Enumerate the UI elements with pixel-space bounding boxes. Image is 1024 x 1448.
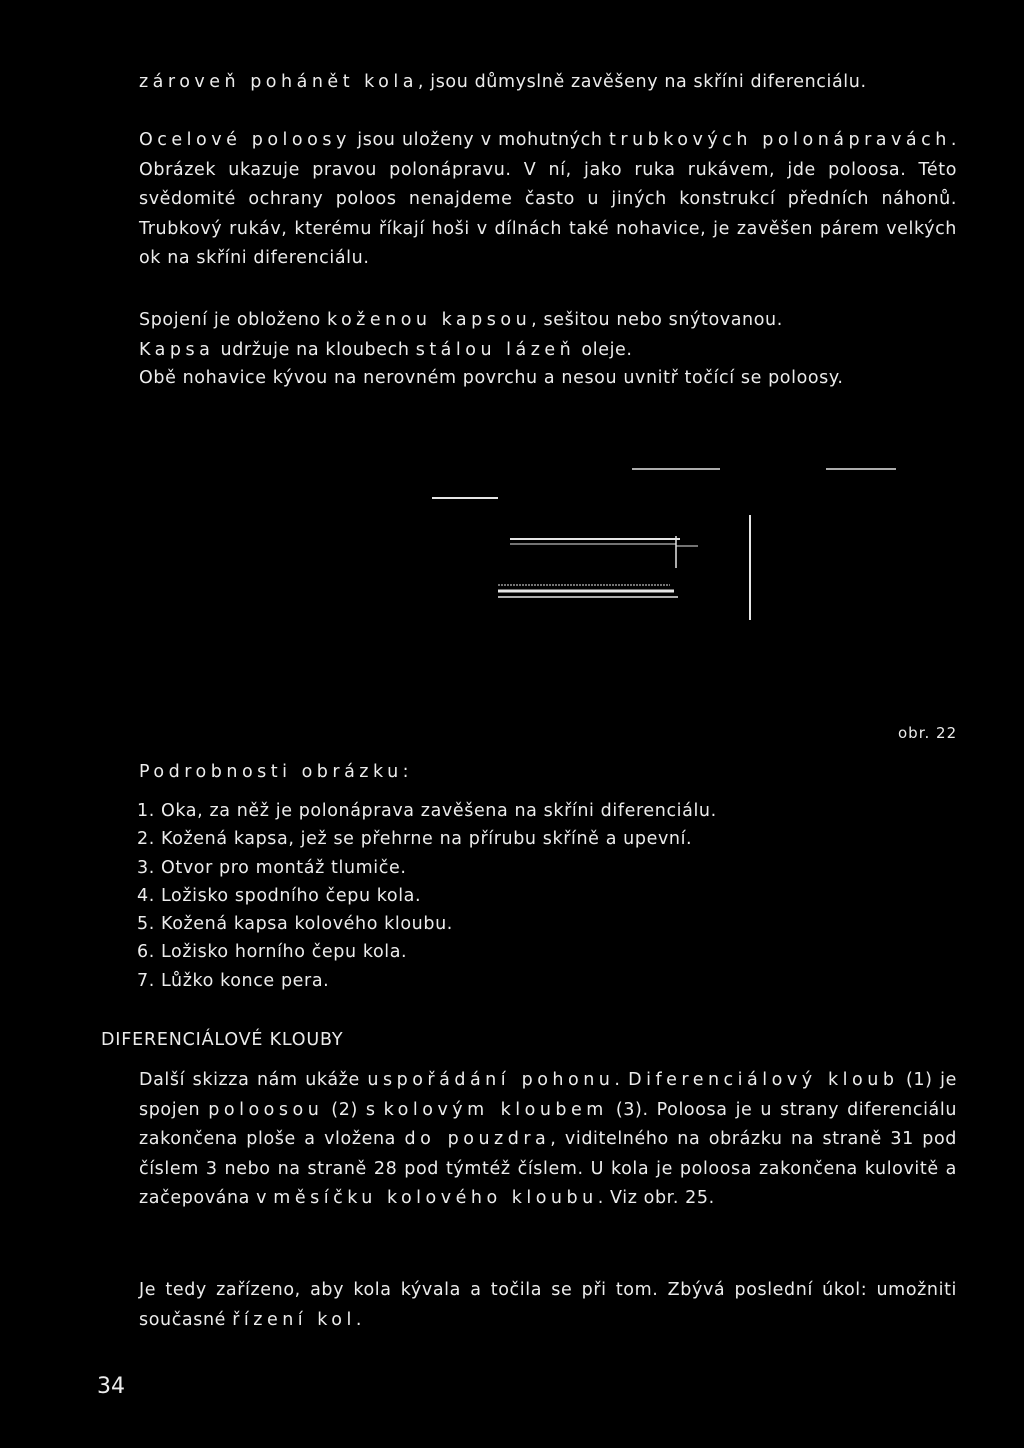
paragraph-axles xyxy=(139,126,957,274)
spaced-emphasis: měsíčku kolového kloubu xyxy=(273,1188,598,1208)
paragraph-text: oleje. xyxy=(575,340,633,360)
figure-caption: obr. 22 xyxy=(898,724,958,742)
figure-axle-drawing xyxy=(0,460,1024,700)
list-item: 7. Lůžko konce pera. xyxy=(137,970,330,991)
spaced-emphasis: trubkových polonápravách xyxy=(609,130,951,150)
list-item: 3. Otvor pro montáž tlumiče. xyxy=(137,857,407,878)
spaced-emphasis: Ocelové poloosy xyxy=(139,130,351,150)
details-list xyxy=(137,797,717,995)
list-item: 1. Oka, za něž je polonáprava zavěšena na skříni diferenciálu. xyxy=(137,801,717,821)
intro-paragraph xyxy=(139,68,957,98)
spaced-emphasis: do pouzdra xyxy=(404,1129,551,1149)
details-heading: Podrobnosti obrázku: xyxy=(139,762,414,782)
list-item: 4. Ložisko spodního čepu kola. xyxy=(137,885,422,906)
spaced-emphasis: zároveň pohánět kola xyxy=(139,72,418,92)
spaced-emphasis: Diferenciálový kloub xyxy=(628,1070,899,1090)
paragraph-joint xyxy=(139,306,957,336)
paragraph-trousers: Obě nohavice kývou na nerovném povrchu a nesou uvnitř točící se poloosy. xyxy=(139,368,844,388)
paragraph-text: . Obrázek ukazuje pravou polonápravu. V ní, jako ruka rukávem, jde poloosa. Této svědomité ochrany poloos nenajdeme často u jiných konstrukcí předních náhonů. Trubkový rukáv, kterému říkají hoši v dílnách také nohavice, je zavěšen párem velkých ok na skříni diferenciálu. xyxy=(139,130,957,268)
list-item: 6. Ložisko horního čepu kola. xyxy=(137,942,408,963)
spaced-emphasis: řízení kol xyxy=(232,1309,356,1330)
list-item: 5. Kožená kapsa kolového kloubu. xyxy=(137,914,453,935)
page-number: 34 xyxy=(97,1374,125,1399)
paragraph-text: Spojení je obloženo xyxy=(139,310,327,330)
paragraph-text: , sešitou nebo snýtovanou. xyxy=(531,310,783,330)
spaced-emphasis: uspořádání pohonu xyxy=(367,1070,615,1090)
spaced-emphasis: poloosou xyxy=(208,1099,324,1120)
paragraph-joints: Další skizza nám ukáže uspořádání pohonu. Diferenciálový kloub (1) je spojen poloosou (2) s kolovým kloubem (3). Poloosa je u strany diferenciálu zakončena ploše a vložena do pouzdra, viditelného na obrázku na straně 31 pod číslem 3 nebo na straně 28 pod týmtéž číslem. U kola je poloosa zakončena kulovitě a začepována v měsíčku kolového kloubu. Viz obr. 25. xyxy=(139,1070,958,1208)
section-heading: DIFERENCIÁLOVÉ KLOUBY xyxy=(101,1030,344,1050)
paragraph-text: jsou uloženy v mohutných xyxy=(350,130,610,150)
paragraph-pocket xyxy=(139,336,957,366)
list-item: 2. Kožená kapsa, jež se přehrne na přírubu skříně a upevní. xyxy=(137,829,693,850)
spaced-emphasis: Kapsa xyxy=(139,340,215,360)
intro-text: , jsou důmyslně zavěšeny na skříni diferenciálu. xyxy=(417,72,867,92)
spaced-emphasis: kolovým kloubem xyxy=(383,1099,608,1120)
spaced-emphasis: stálou lázeň xyxy=(415,340,576,360)
paragraph-text: udržuje na kloubech xyxy=(214,340,416,360)
paragraph-conclusion: Je tedy zařízeno, aby kola kývala a točila se při tom. Zbývá poslední úkol: umožniti současné řízení kol. xyxy=(139,1280,957,1330)
spaced-emphasis: koženou kapsou xyxy=(326,310,532,330)
